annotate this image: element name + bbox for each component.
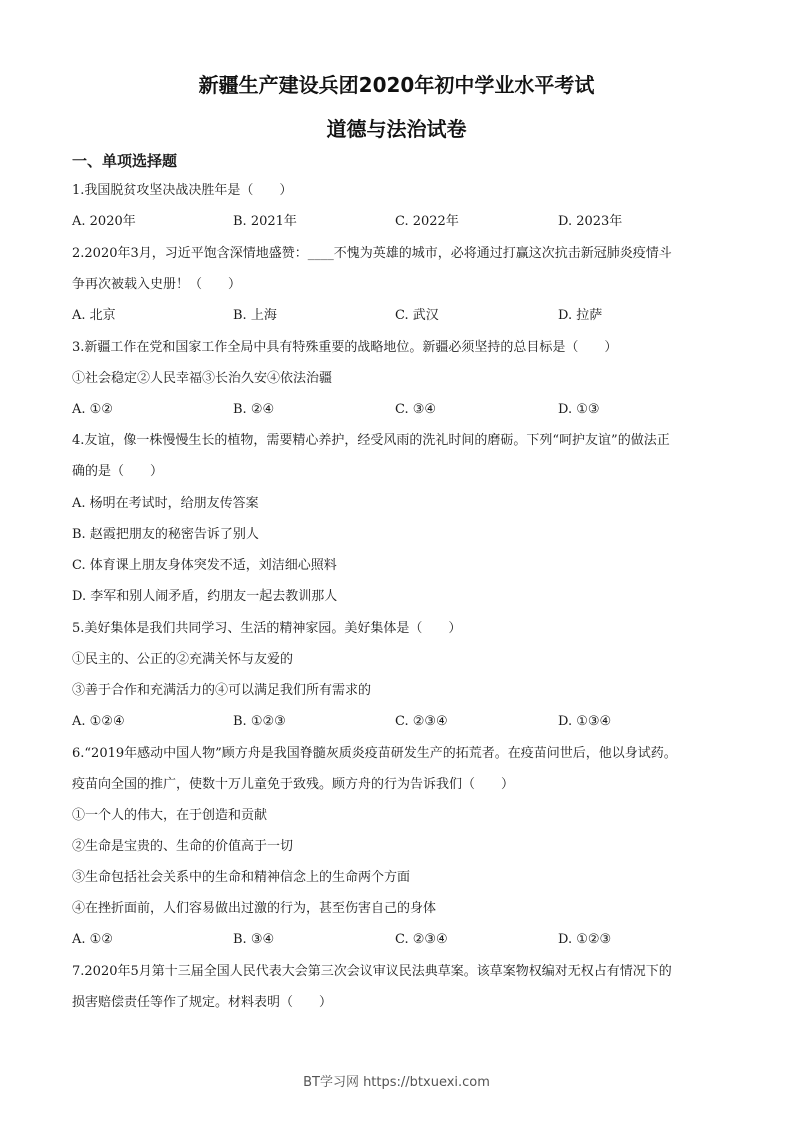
question-1-option-d: D. 2023年 — [558, 214, 623, 229]
question-6-option-b: B. ③④ — [233, 932, 275, 947]
question-6-item-4: ④在挫折面前，人们容易做出过激的行为，甚至伤害自己的身体 — [72, 901, 437, 916]
question-4-option-c: C. 体育课上朋友身体突发不适，刘洁细心照料 — [72, 558, 337, 573]
question-6-stem-line2: 疫苗向全国的推广，使数十万儿童免于致残。顾方舟的行为告诉我们（ ） — [72, 777, 515, 792]
question-6-option-a: A. ①② — [72, 932, 113, 947]
question-5-option-d: D. ①③④ — [558, 714, 612, 729]
question-4-option-d: D. 李军和别人闹矛盾，约朋友一起去教训那人 — [72, 589, 338, 604]
question-4-option-a: A. 杨明在考试时，给朋友传答案 — [72, 496, 259, 511]
question-5-item-line2: ③善于合作和充满活力的④可以满足我们所有需求的 — [72, 683, 372, 698]
question-3-stem: 3.新疆工作在党和国家工作全局中具有特殊重要的战略地位。新疆必须坚持的总目标是（ ） — [72, 340, 618, 355]
question-2-stem-line1: 2.2020年3月，习近平饱含深情地盛赞：____不愧为英雄的城市，必将通过打赢这次抗击新冠肺炎疫情斗 — [72, 246, 672, 261]
question-1-option-c: C. 2022年 — [395, 214, 459, 229]
question-6-option-c: C. ②③④ — [395, 932, 448, 947]
footer-watermark[interactable]: BT学习网 https://btxuexi.com — [303, 1075, 490, 1090]
question-1-option-b: B. 2021年 — [233, 214, 297, 229]
question-6-option-d: D. ①②③ — [558, 932, 612, 947]
question-6-item-3: ③生命包括社会关系中的生命和精神信念上的生命两个方面 — [72, 870, 411, 885]
question-7-stem-line2: 损害赔偿责任等作了规定。材料表明（ ） — [72, 995, 333, 1010]
question-5-item-line1: ①民主的、公正的②充满关怀与友爱的 — [72, 652, 294, 667]
question-1-option-a: A. 2020年 — [72, 214, 136, 229]
question-6-stem-line1: 6.“2019年感动中国人物”顾方舟是我国脊髓灰质炎疫苗研发生产的拓荒者。在疫苗问世后，他以身试药。 — [72, 746, 677, 761]
question-3-option-b: B. ②④ — [233, 402, 275, 417]
question-3-option-c: C. ③④ — [395, 402, 437, 417]
question-4-stem-line2: 确的是（ ） — [72, 464, 164, 479]
question-5-option-b: B. ①②③ — [233, 714, 286, 729]
section-heading: 一、单项选择题 — [72, 152, 178, 170]
question-2-stem-line2: 争再次被载入史册！（ ） — [72, 277, 242, 292]
question-6-item-1: ①一个人的伟大，在于创造和贡献 — [72, 808, 268, 823]
question-5-option-c: C. ②③④ — [395, 714, 448, 729]
question-5-stem: 5.美好集体是我们共同学习、生活的精神家园。美好集体是（ ） — [72, 621, 462, 636]
question-2-option-a: A. 北京 — [72, 308, 116, 323]
question-7-stem-line1: 7.2020年5月第十三届全国人民代表大会第三次会议审议民法典草案。该草案物权编对无权占有情况下的 — [72, 964, 672, 979]
exam-title: 新疆生产建设兵团2020年初中学业水平考试 — [198, 73, 595, 97]
question-1-stem: 1.我国脱贫攻坚决战决胜年是（ ） — [72, 183, 293, 198]
question-3-option-a: A. ①② — [72, 402, 113, 417]
question-3-items: ①社会稳定②人民幸福③长治久安④依法治疆 — [72, 371, 333, 386]
question-3-option-d: D. ①③ — [558, 402, 600, 417]
question-2-option-b: B. 上海 — [233, 308, 277, 323]
question-2-option-c: C. 武汉 — [395, 308, 439, 323]
question-4-stem-line1: 4.友谊，像一株慢慢生长的植物，需要精心养护，经受风雨的洗礼时间的磨砺。下列“呵护友谊”的做法正 — [72, 433, 670, 448]
question-6-item-2: ②生命是宝贵的、生命的价值高于一切 — [72, 839, 294, 854]
question-4-option-b: B. 赵霞把朋友的秘密告诉了别人 — [72, 527, 259, 542]
exam-subtitle: 道德与法治试卷 — [326, 117, 467, 141]
question-2-option-d: D. 拉萨 — [558, 308, 603, 323]
question-5-option-a: A. ①②④ — [72, 714, 125, 729]
